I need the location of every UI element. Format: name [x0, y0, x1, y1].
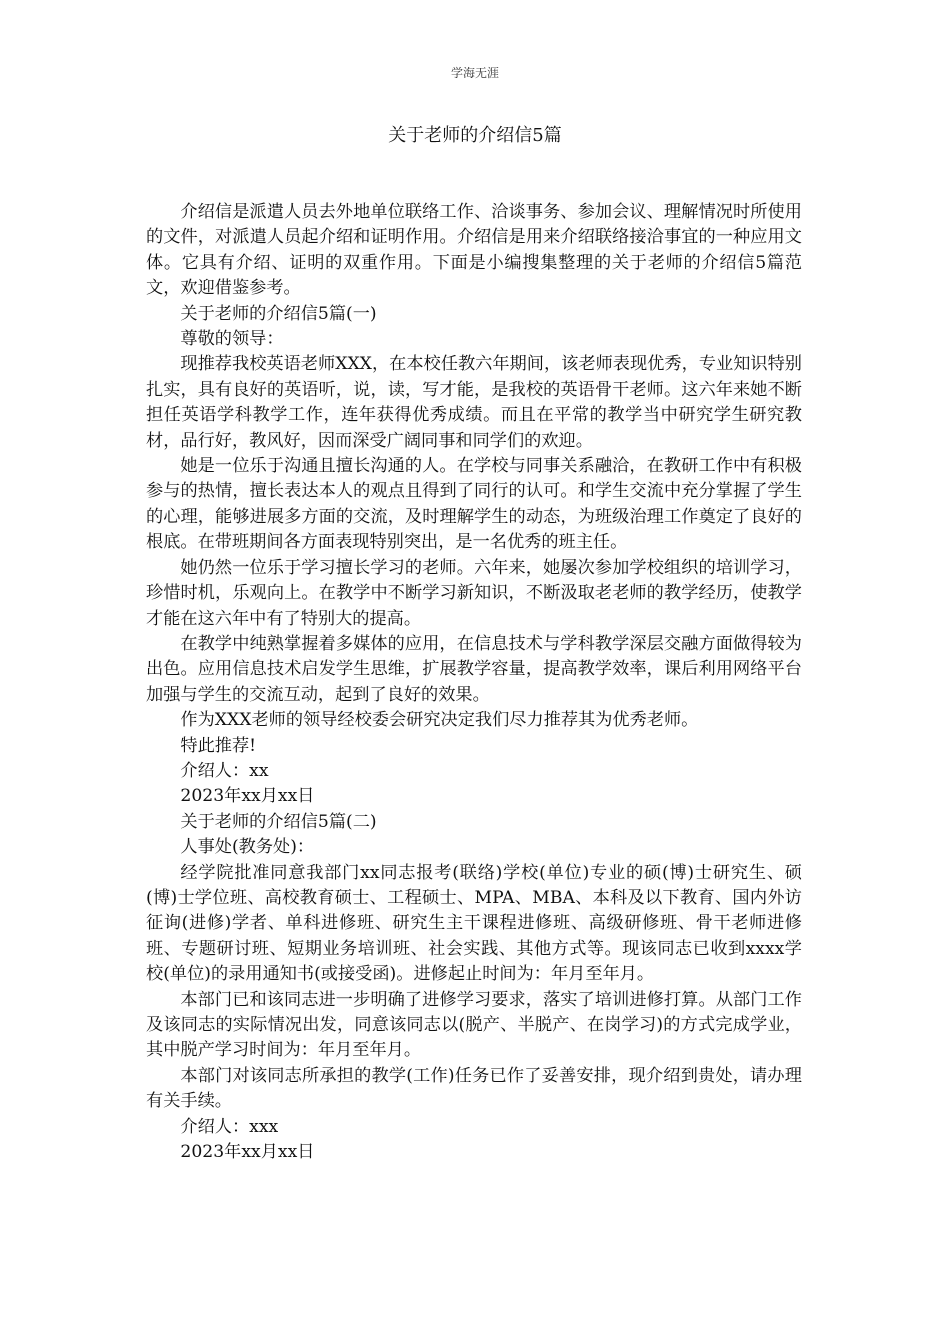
body-paragraph: 本部门已和该同志进一步明确了进修学习要求，落实了培训进修打算。从部门工作及该同志的实际情况出发，同意该同志以(脱产、半脱产、在岗学习)的方式完成学业，其中脱产学习时间为：年月至年月。	[146, 989, 802, 1061]
body-paragraph: 经学院批准同意我部门xx同志报考(联络)学校(单位)专业的硕(博)士研究生、硕(博)士学位班、高校教育硕士、工程硕士、MPA、MBA、本科及以下教育、国内外访征询(进修)学者、单科进修班、研究生主干课程进修班、高级研修班、骨干老师进修班、专题研讨班、短期业务培训班、社会实践、其他方式等。现该同志已收到xxxx学校(单位)的录用通知书(或接受函)。进修起止时间为：年月至年月。	[146, 862, 802, 985]
body-paragraph: 她是一位乐于沟通且擅长沟通的人。在学校与同事关系融洽，在教研工作中有积极参与的热情，擅长表达本人的观点且得到了同行的认可。和学生交流中充分掌握了学生的心理，能够进展多方面的交流，及时理解学生的动态，为班级治理工作奠定了良好的根底。在带班期间各方面表现特别突出，是一名优秀的班主任。	[146, 456, 802, 553]
closing-line: 特此推荐!	[180, 735, 257, 756]
salutation-2: 人事处(教务处)：	[180, 837, 315, 858]
intro-paragraph: 介绍信是派遣人员去外地单位联络工作、洽谈事务、参加会议、理解情况时所使用的文件，对派遣人员起介绍和证明作用。介绍信是用来介绍联络接洽事宜的一种应用文体。它具有介绍、证明的双重作用。下面是小编搜集整理的关于老师的介绍信5篇范文，欢迎借鉴参考。	[146, 202, 802, 299]
section-heading-2: 关于老师的介绍信5篇(二)	[180, 811, 377, 832]
introducer-line: 介绍人：xx	[180, 760, 269, 781]
body-paragraph: 她仍然一位乐于学习擅长学习的老师。六年来，她屡次参加学校组织的培训学习，珍惜时机，乐观向上。在教学中不断学习新知识，不断汲取老老师的教学经历，使教学才能在这六年中有了特别大的提高。	[146, 557, 802, 629]
document-body	[146, 200, 802, 1165]
document-title: 关于老师的介绍信5篇	[388, 125, 562, 146]
salutation-1: 尊敬的领导：	[180, 329, 284, 350]
body-paragraph: 在教学中纯熟掌握着多媒体的应用，在信息技术与学科教学深层交融方面做得较为出色。应用信息技术启发学生思维，扩展教学容量，提高教学效率，课后利用网络平台加强与学生的交流互动，起到了良好的效果。	[146, 633, 802, 705]
body-paragraph: 作为XXX老师的领导经校委会研究决定我们尽力推荐其为优秀老师。	[180, 710, 699, 731]
date-line: 2023年xx月xx日	[180, 1142, 315, 1163]
date-line: 2023年xx月xx日	[180, 786, 315, 807]
section-heading-1: 关于老师的介绍信5篇(一)	[180, 303, 377, 324]
introducer-line: 介绍人：xxx	[180, 1116, 279, 1137]
body-paragraph: 本部门对该同志所承担的教学(工作)任务已作了妥善安排，现介绍到贵处，请办理有关手续。	[146, 1065, 802, 1112]
page-header: 学海无涯	[450, 66, 499, 80]
body-paragraph: 现推荐我校英语老师XXX，在本校任教六年期间，该老师表现优秀，专业知识特别扎实，具有良好的英语听，说，读，写才能，是我校的英语骨干老师。这六年来她不断担任英语学科教学工作，连年获得优秀成绩。而且在平常的教学当中研究学生研究教材，品行好，教风好，因而深受广阔同事和同学们的欢迎。	[146, 354, 802, 451]
